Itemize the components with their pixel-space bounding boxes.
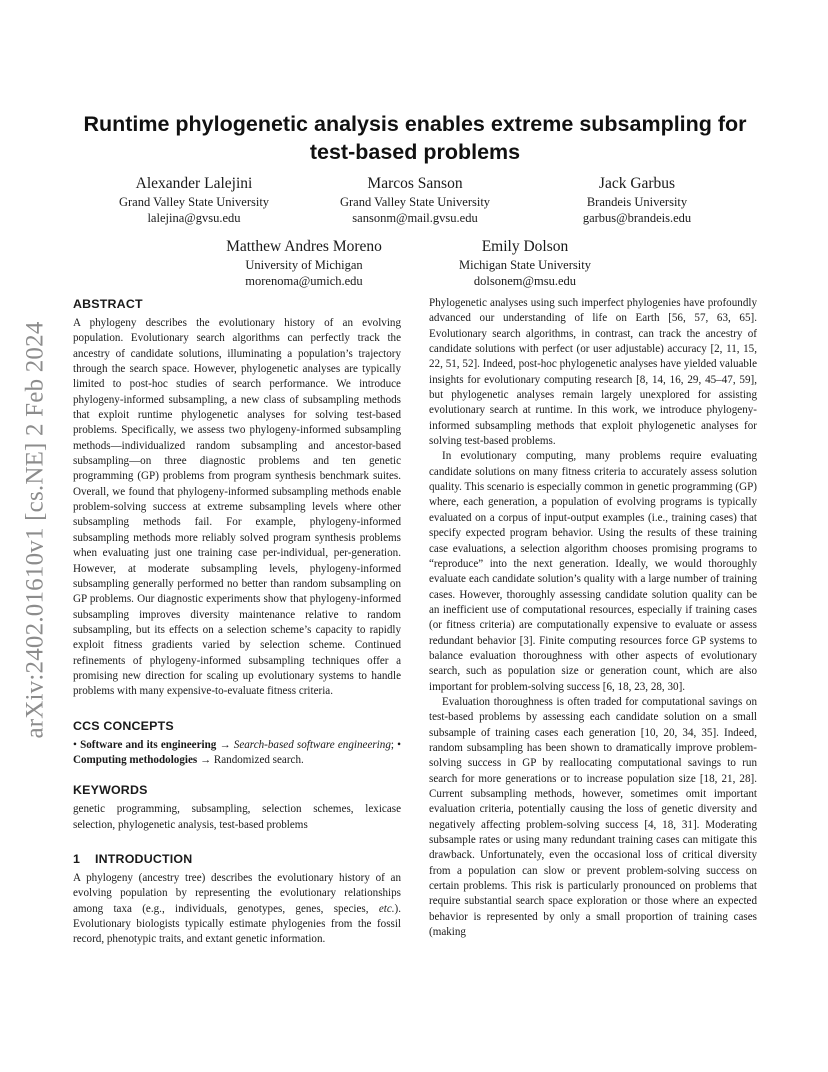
intro-paragraph: Phylogenetic analyses using such imperfect phylogenies have profoundly advanced our understanding of life on Earth [56, 57, 63, 65]. Evolutionary search algorithms, in contrast, can track the ancestry of candidate solutions with perfect (or user adjustable) accuracy [2, 11, 15, 22, 51, 52]. Indeed, post-hoc phylogenetic analyses have yielded valuable insights for evolutionary computing research [8, 14, 16, 29, 45–47, 59], but phylogenetic analyses remain largely unexplored for assisting evolutionary search at runtime. In this work, we introduce phylogeny-informed subsampling methods that exploit phylogenetic analyses for solving test-based problems. [429, 297, 757, 448]
ccs-concepts [73, 738, 401, 769]
arxiv-id: arXiv:2402.01610v1 [cs.NE] 2 Feb 2024 [22, 321, 50, 739]
author-affiliation: University of Michigan [245, 258, 363, 272]
intro-paragraph [73, 871, 401, 948]
author-block [517, 173, 757, 226]
paper-title: Runtime phylogenetic analysis enables extreme subsampling for test-based problems [83, 112, 747, 164]
author-block [405, 236, 645, 289]
author-block [74, 173, 314, 226]
author-email: morenoma@umich.edu [245, 274, 363, 288]
text-run: etc. [378, 902, 395, 915]
author-affiliation: Grand Valley State University [339, 195, 491, 209]
author-affiliation: Grand Valley State University [118, 195, 270, 209]
author-name: Alexander Lalejini [135, 175, 253, 192]
intro-paragraph: In evolutionary computing, many problems require evaluating candidate solutions on many fitness criteria to accurately assess solution quality. This scenario is especially common in genetic programming (GP) where, each generation, a population of evolving programs is typically evaluated on a corpus of input-output examples (i.e., training cases) that specify expected program behavior. Using the results of these training case evaluations, a selection algorithm chooses promising programs to “reproduce” into the next generation. Ideally, we would thoroughly evaluate each candidate solution’s quality with a large number of training cases. However, thoroughly assessing candidate solution quality can be an inefficient use of computational resources, especially if training cases (or fitness criteria) are computationally expensive to evaluate or assess redundant behavior [3]. Finite computing resources force GP systems to balance evaluation thoroughness with other aspects of evolutionary search, such as population size or generation count, which are also important for problem-solving success [6, 18, 23, 28, 30]. [429, 450, 757, 693]
author-email: sansonm@mail.gvsu.edu [352, 211, 478, 225]
arrow: → [197, 753, 214, 766]
ccs-heading: CCS CONCEPTS [73, 718, 174, 733]
author-affiliation: Brandeis University [586, 195, 688, 209]
author-name: Matthew Andres Moreno [226, 238, 382, 255]
section-title: INTRODUCTION [95, 851, 193, 866]
ccs-subcategory: Search-based software engineering [233, 738, 391, 751]
text-run: A phylogeny (ancestry tree) describes the evolutionary history of an evolving population by representing the evolutionary relationships among taxa (e.g., individuals, genotypes, genes, species, [73, 871, 401, 915]
ccs-category: Software and its engineering [80, 738, 217, 751]
author-email: garbus@brandeis.edu [582, 211, 692, 225]
section-number: 1 [73, 851, 81, 866]
arxiv-stamp [14, 300, 58, 760]
right-column [429, 296, 757, 940]
bullet: • [397, 738, 402, 751]
author-name: Emily Dolson [481, 238, 569, 255]
ccs-category: Computing methodologies [73, 753, 198, 766]
author-email: lalejina@gvsu.edu [147, 211, 241, 225]
author-block [184, 236, 424, 289]
author-name: Marcos Sanson [367, 175, 463, 192]
author-name: Jack Garbus [598, 175, 676, 192]
left-column [73, 296, 401, 948]
bullet: • [73, 738, 77, 751]
section-heading [73, 851, 401, 867]
author-affiliation: Michigan State University [459, 258, 591, 272]
author-email: dolsonem@msu.edu [473, 274, 577, 288]
text-run: ). Evolutionary biologists typically estimate phylogenies from the fossil record, phenotypic traits, and extant genetic information. [73, 902, 401, 946]
ccs-subcategory: Randomized search. [213, 753, 304, 766]
author-block [295, 173, 535, 226]
abstract-text: A phylogeny describes the evolutionary history of an evolving population. Evolutionary search algorithms can perfectly track the ancestry of candidate solutions, illuminating a population’s trajectory through the search space. However, phylogenetic analyses are typically limited to post-hoc studies of search performance. We introduce phylogeny-informed subsampling, a new class of subsampling methods that exploit runtime phylogenetic analyses for solving test-based problems. Specifically, we assess two phylogeny-informed subsampling methods—individualized random subsampling and ancestor-based subsampling—on three diagnostic problems and ten genetic programming (GP) problems from program synthesis benchmark suites. Overall, we found that phylogeny-informed subsampling methods enable problem-solving success at extreme subsampling levels where other subsampling methods fail. For example, phylogeny-informed subsampling methods more reliably solved program synthesis problems when evaluating just one training case per-individual, per-generation. However, at moderate subsampling levels, phylogeny-informed subsampling generally performed no better than random subsampling on GP problems. Our diagnostic experiments show that phylogeny-informed subsampling improves diversity maintenance relative to random subsampling, but its effects on a selection scheme’s capacity to rapidly exploit fitness gradients varied by selection scheme. Continued refinements of phylogeny-informed subsampling techniques offer a promising new direction for scaling up evolutionary systems to handle problems with many expensive-to-evaluate fitness criteria. [73, 317, 401, 698]
keywords-heading: KEYWORDS [73, 783, 148, 798]
arrow: → [216, 738, 234, 751]
intro-paragraph: Evaluation thoroughness is often traded for computational savings on test-based problems by assessing each candidate solution on a small subsample of training cases each generation [10, 20, 34, 35]. Indeed, random subsampling has been shown to dramatically improve problem-solving success in GP by reallocating computational savings to run search for more generations or to increase population size [18, 21, 28]. Current subsampling methods, however, sometimes omit important evaluation criteria, potentially causing the loss of genetic diversity and negatively affecting problem-solving success [4, 18, 31]. Moderating subsample rates or using many redundant training cases can mitigate this drawback. Unfortunately, even the occasional loss of critical diversity from a population can slow or prevent problem-solving success on certain problems. This risk is particularly pronounced on problems that require substantial search space exploration or those where an expected behavior is represented by only a small proportion of training cases (making [429, 695, 757, 939]
keywords-text: genetic programming, subsampling, selection schemes, lexicase selection, phylogenetic analysis, test-based problems [73, 803, 401, 831]
separator: ; [390, 738, 398, 751]
abstract-heading: ABSTRACT [73, 297, 143, 311]
